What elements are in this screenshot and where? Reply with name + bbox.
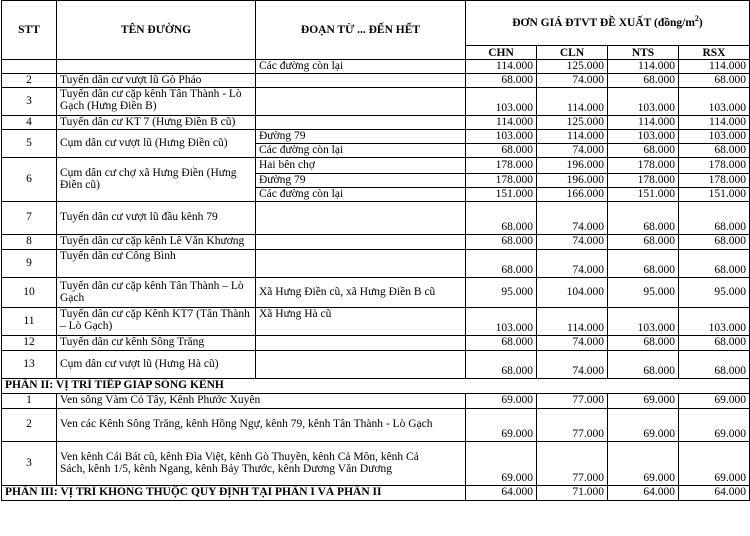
price-cell: 64.000 [608,485,679,500]
header-col-rsx: RSX [679,46,750,60]
price-cell: 74.000 [537,73,608,87]
table-row [2,277,750,307]
price-cell: 114.000 [608,60,679,74]
price-cell: 64.000 [466,485,537,500]
price-cell: 77.000 [537,393,608,408]
stt-cell: 12 [2,335,57,350]
waterway-name: Ven sông Vàm Cỏ Tây, Kênh Phước Xuyên [57,393,466,408]
header-stt: STT [2,1,57,60]
price-cell: 69.000 [466,441,537,485]
price-cell: 77.000 [537,408,608,441]
stt-cell: 5 [2,129,57,157]
section-title-part-2: PHẦN II: VỊ TRÍ TIẾP GIÁP SÔNG KÊNH [2,378,750,393]
table-cell [256,87,466,115]
price-cell: 77.000 [537,441,608,485]
header-doan: ĐOẠN TỪ ... ĐẾN HẾT [256,1,466,60]
table-cell [256,115,466,129]
price-cell: 114.000 [608,115,679,129]
price-cell: 103.000 [466,129,537,143]
table-cell [256,73,466,87]
price-cell: 74.000 [537,249,608,277]
price-cell: 68.000 [679,73,750,87]
table-row [2,350,750,378]
stt-cell: 2 [2,73,57,87]
stt-cell: 2 [2,408,57,441]
price-cell: 104.000 [537,277,608,307]
price-cell: 114.000 [537,87,608,115]
price-cell: 125.000 [537,115,608,129]
price-cell: 68.000 [466,234,537,249]
header-col-chn: CHN [466,46,537,60]
price-cell: 74.000 [537,335,608,350]
table-row [2,87,750,115]
stt-cell: 7 [2,201,57,234]
table-row [2,201,750,234]
price-cell: 103.000 [466,307,537,335]
street-name: Tuyến dân cư cặp kênh Tân Thành - Lò Gạch (Hưng Điền B) [57,87,256,115]
table-cell [256,350,466,378]
segment-cell: Các đường còn lại [256,60,466,74]
price-cell: 95.000 [608,277,679,307]
table-row [2,115,750,129]
price-cell: 74.000 [537,350,608,378]
price-cell: 114.000 [466,115,537,129]
price-cell: 68.000 [608,249,679,277]
price-cell: 68.000 [466,350,537,378]
table-cell [256,335,466,350]
street-name: Cụm dân cư chợ xã Hưng Điền (Hưng Điền cũ) [57,157,256,201]
price-cell: 68.000 [679,335,750,350]
section-row [2,378,750,393]
table-row [2,73,750,87]
table-cell [57,60,256,74]
street-name: Tuyến dân cư KT 7 (Hưng Điền B cũ) [57,115,256,129]
segment-cell: Các đường còn lại [256,187,466,201]
price-cell: 103.000 [679,87,750,115]
price-cell: 68.000 [608,234,679,249]
section-title-part-3: PHẦN III: VỊ TRÍ KHÔNG THUỘC QUY ĐỊNH TẠI PHẦN I VÀ PHẦN II [2,485,466,500]
price-cell: 69.000 [466,393,537,408]
stt-cell: 13 [2,350,57,378]
price-cell: 178.000 [608,173,679,187]
table-row [2,249,750,277]
price-table [1,0,750,501]
street-name: Tuyến dân cư cặp kênh Tân Thành – Lò Gạch [57,277,256,307]
price-cell: 103.000 [679,129,750,143]
price-cell: 68.000 [466,143,537,157]
stt-cell: 10 [2,277,57,307]
price-cell: 74.000 [537,143,608,157]
price-cell: 151.000 [466,187,537,201]
price-cell: 68.000 [608,143,679,157]
segment-cell: Đường 79 [256,129,466,143]
price-cell: 178.000 [679,157,750,173]
price-cell: 114.000 [466,60,537,74]
price-cell: 114.000 [679,60,750,74]
price-cell: 151.000 [679,187,750,201]
table-row [2,307,750,335]
price-cell: 68.000 [608,201,679,234]
header-col-cln: CLN [537,46,608,60]
price-cell: 114.000 [537,307,608,335]
stt-cell: 3 [2,441,57,485]
price-cell: 68.000 [679,201,750,234]
table-row [2,129,750,143]
table-header-row [2,1,750,46]
stt-cell: 3 [2,87,57,115]
price-cell: 68.000 [608,350,679,378]
price-cell: 69.000 [608,441,679,485]
price-cell: 74.000 [537,201,608,234]
table-cell [256,249,466,277]
table-cell [2,60,57,74]
segment-cell: Xã Hưng Điền cũ, xã Hưng Điền B cũ [256,277,466,307]
price-cell: 103.000 [608,87,679,115]
price-cell: 68.000 [679,249,750,277]
segment-cell: Hai bên chợ [256,157,466,173]
waterway-name: Ven kênh Cái Bát cũ, kênh Đìa Việt, kênh Gò Thuyền, kênh Cả Môn, kênh Cả Sách, kênh 1/5, kênh Ngang, kênh Bảy Thước, kênh Dương Văn Dương [57,441,466,485]
price-cell: 125.000 [537,60,608,74]
street-name: Cụm dân cư vượt lũ (Hưng Điền cũ) [57,129,256,157]
stt-cell: 6 [2,157,57,201]
street-name: Tuyến dân cư vượt lũ đầu kênh 79 [57,201,256,234]
price-cell: 103.000 [608,129,679,143]
price-cell: 196.000 [537,157,608,173]
price-cell: 114.000 [537,129,608,143]
stt-cell: 1 [2,393,57,408]
price-cell: 71.000 [537,485,608,500]
stt-cell: 4 [2,115,57,129]
segment-cell: Các đường còn lại [256,143,466,157]
table-row [2,335,750,350]
street-name: Tuyến dân cư vượt lũ Gò Pháo [57,73,256,87]
section-row [2,485,750,500]
street-name: Tuyến dân cư cặp kênh Lê Văn Khương [57,234,256,249]
table-cell [256,234,466,249]
price-cell: 69.000 [608,408,679,441]
price-cell: 68.000 [679,143,750,157]
price-cell: 74.000 [537,234,608,249]
price-cell: 95.000 [679,277,750,307]
price-cell: 68.000 [466,249,537,277]
price-cell: 166.000 [537,187,608,201]
price-cell: 196.000 [537,173,608,187]
price-cell: 95.000 [466,277,537,307]
street-name: Tuyến dân cư Công Bình [57,249,256,277]
price-cell: 103.000 [466,87,537,115]
header-col-nts: NTS [608,46,679,60]
street-name: Tuyến dân cư cặp Kênh KT7 (Tân Thành – Lò Gạch) [57,307,256,335]
price-cell: 69.000 [679,408,750,441]
price-cell: 69.000 [679,441,750,485]
table-row [2,441,750,485]
price-cell: 103.000 [608,307,679,335]
price-cell: 68.000 [608,73,679,87]
price-cell: 68.000 [466,335,537,350]
table-row [2,408,750,441]
segment-cell: Đường 79 [256,173,466,187]
header-ten-duong: TÊN ĐƯỜNG [57,1,256,60]
price-cell: 64.000 [679,485,750,500]
table-row [2,393,750,408]
price-cell: 114.000 [679,115,750,129]
stt-cell: 8 [2,234,57,249]
segment-cell: Xã Hưng Hà cũ [256,307,466,335]
price-cell: 69.000 [466,408,537,441]
price-cell: 178.000 [466,173,537,187]
price-cell: 68.000 [679,234,750,249]
price-cell: 151.000 [608,187,679,201]
stt-cell: 9 [2,249,57,277]
table-row [2,60,750,74]
street-name: Cụm dân cư vượt lũ (Hưng Hà cũ) [57,350,256,378]
header-don-gia: ĐƠN GIÁ ĐTVT ĐỀ XUẤT $(đồng/m^2)$ [466,1,750,46]
price-cell: 178.000 [679,173,750,187]
waterway-name: Ven các Kênh Sông Trăng, kênh Hồng Ngự, kênh 79, kênh Tân Thành - Lò Gạch [57,408,466,441]
price-cell: 103.000 [679,307,750,335]
price-cell: 69.000 [679,393,750,408]
table-row [2,234,750,249]
price-cell: 68.000 [679,350,750,378]
price-cell: 68.000 [608,335,679,350]
street-name: Tuyến dân cư kênh Sông Trăng [57,335,256,350]
price-cell: 69.000 [608,393,679,408]
price-cell: 178.000 [608,157,679,173]
price-cell: 178.000 [466,157,537,173]
table-row [2,157,750,173]
table-cell [256,201,466,234]
price-cell: 68.000 [466,201,537,234]
stt-cell: 11 [2,307,57,335]
price-cell: 68.000 [466,73,537,87]
